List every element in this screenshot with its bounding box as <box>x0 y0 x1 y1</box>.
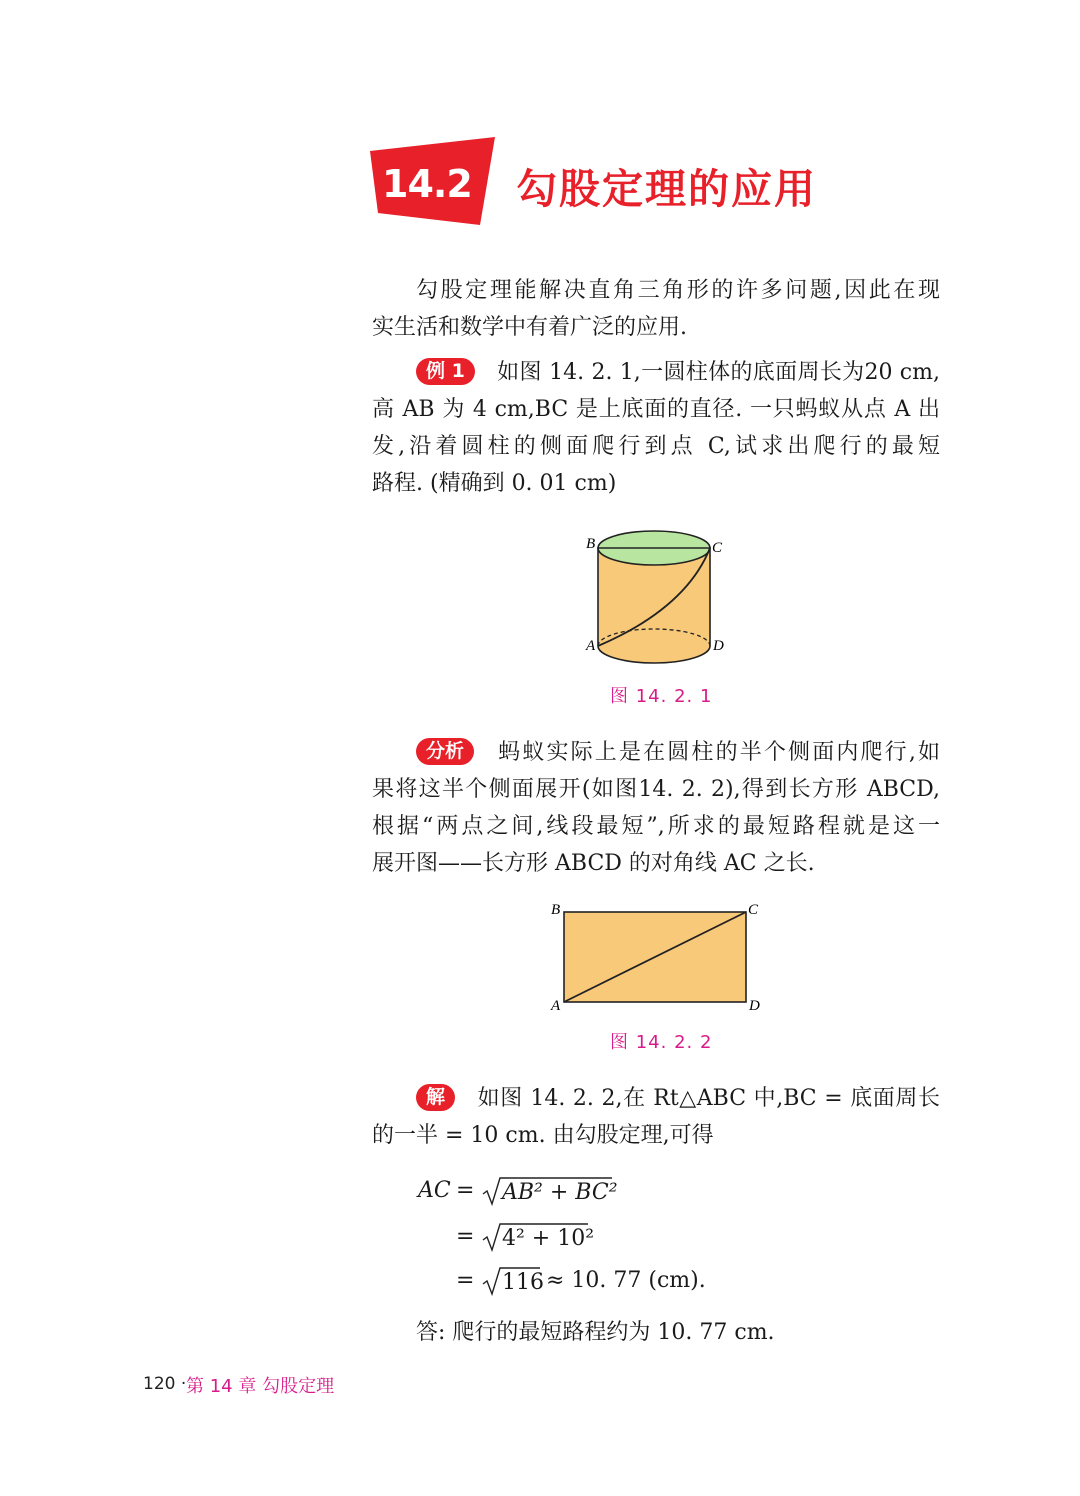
label-d: D <box>713 638 724 654</box>
chapter-title: 第 14 章 勾股定理 <box>186 1376 335 1397</box>
analysis-line: 果将这半个侧面展开(如图14. 2. 2),得到长方形 ABCD, <box>372 777 940 802</box>
eq1-sign: = <box>456 1178 475 1203</box>
page-number: 120 · <box>143 1374 187 1394</box>
example-text: 如图 14. 2. 1,一圆柱体的底面周长为20 cm, <box>496 360 940 385</box>
analysis-paragraph <box>372 734 940 882</box>
figure2-caption: 图 14. 2. 2 <box>610 1032 713 1053</box>
analysis-line: 根据“两点之间,线段最短”,所求的最短路程就是这一 <box>372 814 940 839</box>
example-line: 发,沿着圆柱的侧面爬行到点 C,试求出爬行的最短 <box>372 434 940 459</box>
eq1-lhs: AC <box>418 1178 451 1203</box>
label-a: A <box>551 998 561 1014</box>
answer-line: 答: 爬行的最短路程约为 10. 77 cm. <box>416 1320 775 1345</box>
figure1-caption: 图 14. 2. 1 <box>610 686 713 707</box>
solution-tag: 解 <box>416 1084 455 1111</box>
section-title: 勾股定理的应用 <box>516 165 817 213</box>
eq2-sign: = <box>456 1224 475 1249</box>
example-line: 路程. (精确到 0. 01 cm) <box>372 471 617 496</box>
solution-text: 如图 14. 2. 2,在 Rt△ABC 中,BC = 底面周长 <box>477 1086 940 1111</box>
analysis-line <box>372 734 940 771</box>
intro-line: 勾股定理能解决直角三角形的许多问题,因此在现 <box>416 278 940 303</box>
label-b: B <box>551 902 561 918</box>
intro-line: 实生活和数学中有着广泛的应用. <box>372 315 687 340</box>
example-tag: 例 1 <box>416 358 475 385</box>
cylinder-figure <box>580 528 730 668</box>
example-line <box>372 354 940 391</box>
intro-paragraph <box>372 272 940 346</box>
example-line: 高 AB 为 4 cm,BC 是上底面的直径. 一只蚂蚁从点 A 出 <box>372 397 940 422</box>
analysis-line: 展开图——长方形 ABCD 的对角线 AC 之长. <box>372 851 815 876</box>
label-d: D <box>749 998 760 1014</box>
label-c: C <box>712 540 723 556</box>
analysis-tag: 分析 <box>416 738 474 765</box>
example-paragraph <box>372 354 940 502</box>
label-b: B <box>586 536 596 552</box>
label-c: C <box>748 902 759 918</box>
solution-line <box>372 1080 940 1117</box>
eq2-radicand: 4² + 10² <box>502 1226 595 1251</box>
rectangle-figure <box>548 898 766 1014</box>
analysis-text: 蚂蚁实际上是在圆柱的半个侧面内爬行,如 <box>496 740 940 765</box>
eq3-sign: = <box>456 1268 475 1293</box>
solution-paragraph <box>372 1080 940 1154</box>
eq3-result: ≈ 10. 77 (cm). <box>546 1268 706 1293</box>
solution-line: 的一半 = 10 cm. 由勾股定理,可得 <box>372 1123 714 1148</box>
eq1-radicand: AB² + BC² <box>502 1180 618 1205</box>
section-number: 14.2 <box>382 162 472 206</box>
label-a: A <box>586 638 596 654</box>
eq3-radicand: 116 <box>502 1270 544 1295</box>
